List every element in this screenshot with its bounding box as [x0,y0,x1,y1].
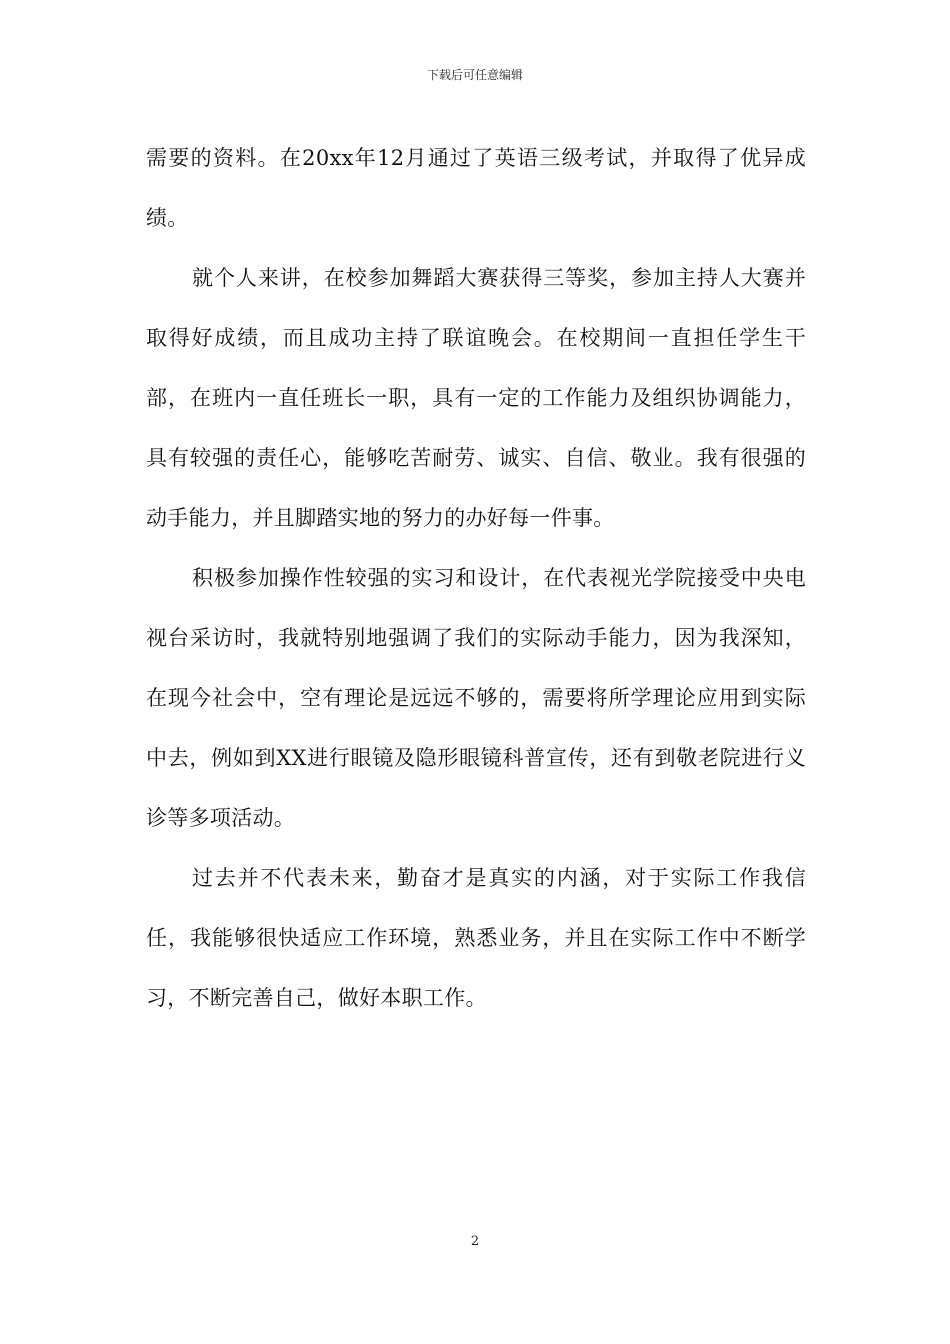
document-body [146,128,806,1028]
paragraph-4: 过去并不代表未来，勤奋才是真实的内涵，对于实际工作我信任，我能够很快适应工作环境，熟悉业务，并且在实际工作中不断学习，不断完善自己，做好本职工作。 [146,866,806,1010]
page-number: 2 [470,1234,480,1249]
paragraph-2: 就个人来讲，在校参加舞蹈大赛获得三等奖，参加主持人大赛并取得好成绩，而且成功主持了联谊晚会。在校期间一直担任学生干部，在班内一直任班长一职，具有一定的工作能力及组织协调能力，具有较强的责任心，能够吃苦耐劳、诚实、自信、敬业。我有很强的动手能力，并且脚踏实地的努力的办好每一件事。 [146,266,806,530]
page-header: 下载后可任意编辑 [426,68,523,82]
paragraph-3: 积极参加操作性较强的实习和设计，在代表视光学院接受中央电视台采访时，我就特别地强调了我们的实际动手能力，因为我深知，在现今社会中，空有理论是远远不够的，需要将所学理论应用到实际中去，例如到XX进行眼镜及隐形眼镜科普宣传，还有到敬老院进行义诊等多项活动。 [146,566,806,830]
paragraph-1: 需要的资料。在20xx年12月通过了英语三级考试，并取得了优异成绩。 [146,146,806,230]
